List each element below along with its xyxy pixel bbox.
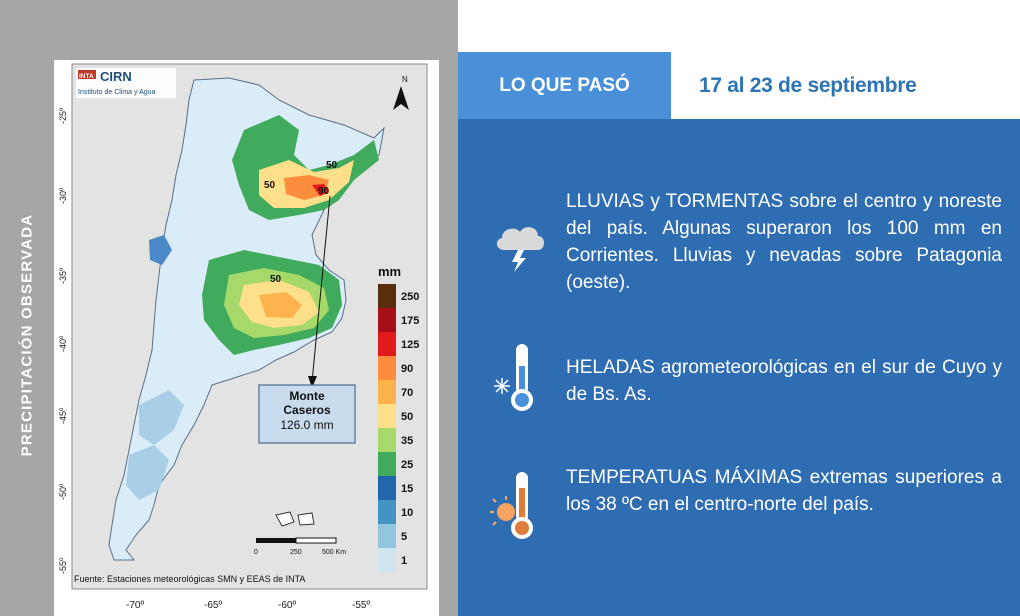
legend-swatch	[378, 524, 396, 548]
legend-label: 50	[401, 411, 414, 423]
logo-org: INTA	[79, 73, 94, 80]
legend-label: 10	[401, 507, 414, 519]
scale-label: 250	[290, 549, 302, 556]
legend-swatch	[378, 308, 396, 332]
contour-label: 90	[318, 186, 330, 197]
lon-label: -60º	[278, 600, 297, 611]
vertical-title-text: PRECIPITACIÓN OBSERVADA	[18, 213, 36, 457]
contour-label: 50	[270, 274, 282, 285]
item-rain-text: LLUVIAS y TORMENTAS sobre el centro y noreste del país. Algunas superaron los 100 mm en Corrientes. Lluvias y nevadas sobre Patagonia (oeste).	[566, 191, 1002, 293]
lon-label: -70º	[126, 600, 145, 611]
north-label: N	[402, 75, 408, 84]
callout-station: Monte Caseros	[283, 389, 331, 417]
header-label: LO QUE PASÓ	[499, 74, 630, 96]
lat-label: -40º	[58, 335, 68, 352]
legend-swatch	[378, 428, 396, 452]
scale-label: 500 Km	[322, 549, 347, 556]
hot-thermometer-icon	[490, 468, 546, 544]
legend-swatch	[378, 356, 396, 380]
legend-swatch	[378, 332, 396, 356]
lat-label: -35º	[58, 267, 68, 284]
scale-bar-right	[296, 538, 336, 543]
lon-label: -65º	[204, 600, 223, 611]
legend-label: 15	[401, 483, 414, 495]
legend-label: 25	[401, 459, 414, 471]
legend-label: 125	[401, 339, 420, 351]
legend-swatch	[378, 284, 396, 308]
item-heat-text: TEMPERATUAS MÁXIMAS extremas superiores a los 38 ºC en el centro-norte del país.	[566, 467, 1002, 515]
lon-label: -55º	[352, 600, 371, 611]
legend-label: 1	[401, 555, 408, 567]
lat-label: -45º	[58, 407, 68, 424]
scale-bar-left	[256, 538, 296, 543]
header-date-box	[671, 52, 1020, 119]
storm-cloud-icon	[490, 212, 550, 272]
precipitation-map	[54, 60, 439, 616]
legend-label: 5	[401, 531, 408, 543]
scale-label: 0	[254, 549, 258, 556]
map-source: Fuente: Estaciones meteorológicas SMN y EEAS de INTA	[74, 574, 306, 584]
legend-label: 90	[401, 363, 414, 375]
legend-label: 250	[401, 291, 420, 303]
logo-name: CIRN	[100, 69, 132, 84]
item-frost-text: HELADAS agrometeorológicas en el sur de Cuyo y de Bs. As.	[566, 357, 1002, 405]
lat-label: -55º	[58, 557, 68, 574]
vertical-title	[0, 0, 54, 616]
legend-label: 175	[401, 315, 420, 327]
legend-swatch	[378, 548, 396, 572]
legend-label: 70	[401, 387, 414, 399]
legend-unit: mm	[378, 264, 402, 279]
legend-label: 35	[401, 435, 414, 447]
legend-swatch	[378, 404, 396, 428]
header-label-box	[458, 52, 671, 119]
legend-swatch	[378, 500, 396, 524]
lat-label: -50º	[58, 483, 68, 500]
lat-label: -30º	[58, 187, 68, 204]
map-svg	[54, 60, 439, 616]
contour-label: 50	[264, 180, 276, 191]
legend-swatch	[378, 452, 396, 476]
date-range: 17 al 23 de septiembre	[699, 73, 917, 97]
callout-value: 126.0 mm	[280, 418, 334, 432]
cold-thermometer-icon	[490, 340, 546, 416]
logo-subtitle: Instituto de Clima y Agua	[78, 89, 156, 96]
lat-label: -25º	[58, 107, 68, 124]
contour-label: 50	[326, 160, 338, 171]
legend-swatch	[378, 476, 396, 500]
legend-swatch	[378, 380, 396, 404]
